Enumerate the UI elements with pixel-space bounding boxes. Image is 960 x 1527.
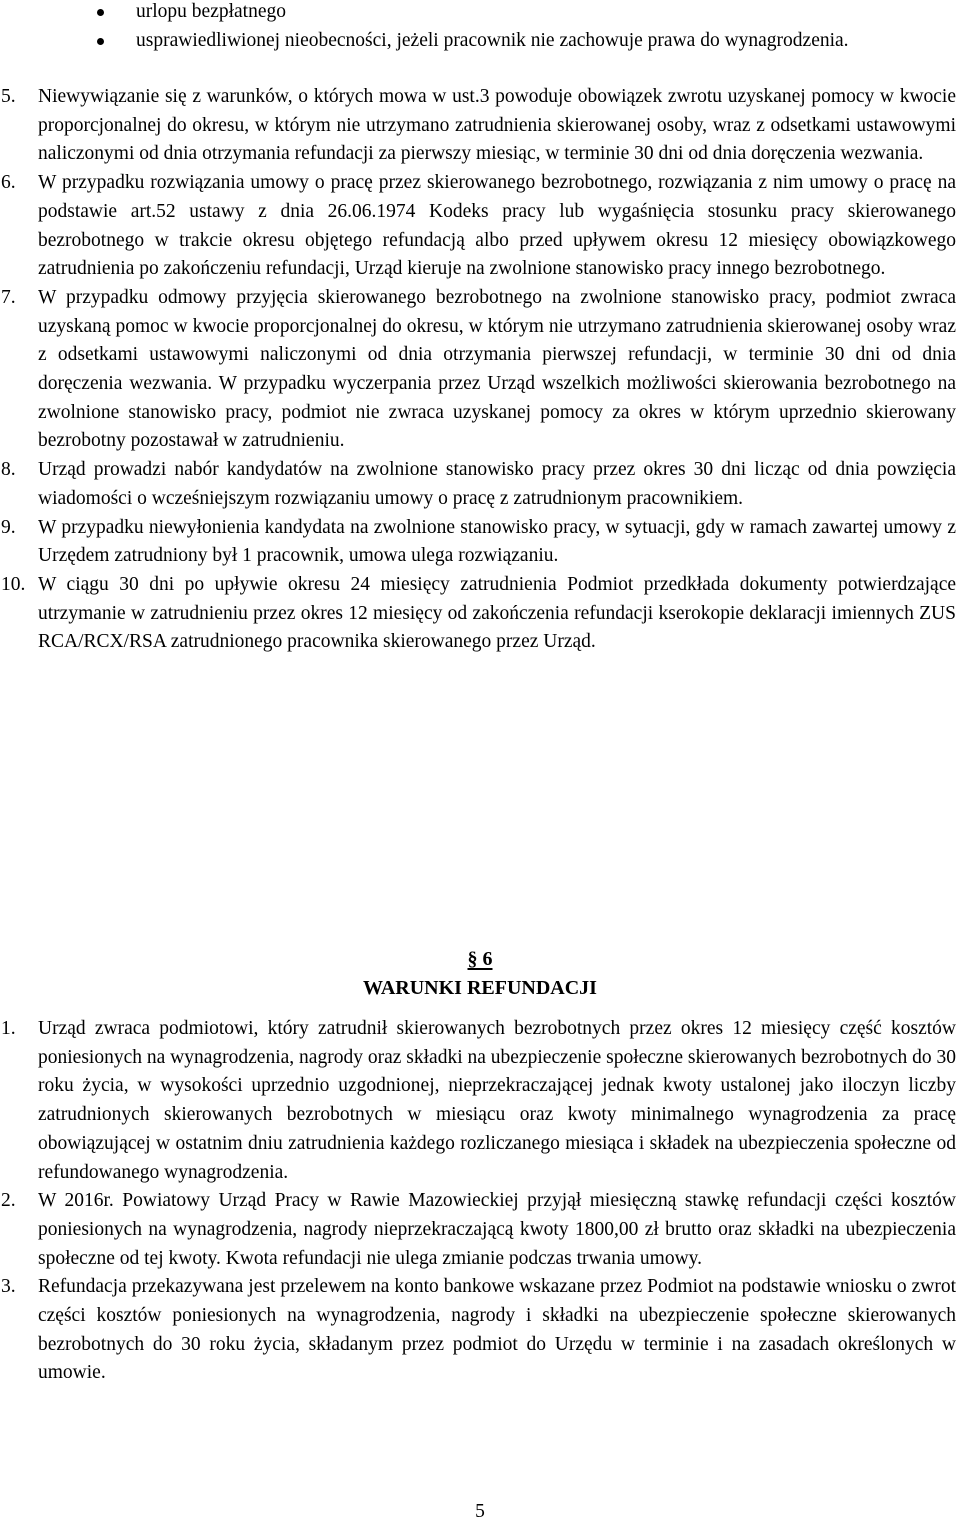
bullet-text: usprawiedliwionej nieobecności, jeżeli pracownik nie zachowuje prawa do wynagrodzenia.: [136, 29, 849, 51]
page-number: 5: [475, 1501, 485, 1522]
list-item: [0, 1273, 960, 1388]
section-symbol: § 6: [467, 948, 493, 970]
item-number: 1.: [1, 1018, 16, 1039]
item-text: Urząd zwraca podmiotowi, który zatrudnił skierowanych bezrobotnych przez okres 12 miesięcy część kosztów poniesionych na wynagrodzenia, nagrody oraz składki na ubezpieczenie społeczne skierowanych bezrobotnych do 30 roku życia, w wysokości uprzednio uzgodnionej, nieprzekraczającej jednak kwoty ustalonej jako iloczyn liczby zatrudnionych skierowanych bezrobotnych w miesiącu oraz kwoty minimalnego wynagrodzenia za pracę obowiązującej w ostatnim dniu zatrudnienia każdego rozliczanego miesiąca i składek na ubezpieczenia społeczne od refundowanego wynagrodzenia.: [38, 1018, 956, 1183]
list-item: [0, 1187, 960, 1273]
list-item: [0, 456, 960, 513]
list-item: [0, 284, 960, 456]
item-number: 8.: [1, 459, 16, 481]
list-item: [0, 83, 960, 169]
list-item: [0, 1015, 960, 1187]
section-title: WARUNKI REFUNDACJI: [363, 977, 597, 999]
bullet-icon: [97, 9, 104, 16]
bullet-list: [0, 0, 960, 55]
bullet-icon: [97, 38, 104, 45]
item-number: 9.: [1, 516, 16, 538]
item-number: 7.: [1, 286, 16, 308]
bullet-text: urlopu bezpłatnego: [136, 1, 286, 22]
item-text: W przypadku odmowy przyjęcia skierowanego bezrobotnego na zwolnione stanowisko pracy, podmiot zwraca uzyskaną pomoc w kwocie proporcjonalnej do okresu, w którym nie utrzymano zatrudnienia skierowanej osoby wraz z odsetkami ustawowymi naliczonymi od dnia otrzymania pierwszej refundacji, w terminie 30 dni od dnia doręczenia wezwania. W przypadku wyczerpania przez Urząd wszelkich możliwości skierowania bezrobotnego na zwolnione stanowisko pracy, podmiot nie zwraca uzyskanej pomocy za okres w którym uprzednio skierowany bezrobotny pozostawał w zatrudnieniu.: [38, 286, 956, 452]
numbered-list-conditions: [0, 83, 960, 657]
item-number: 3.: [1, 1276, 16, 1298]
item-text: Refundacja przekazywana jest przelewem na konto bankowe wskazane przez Podmiot na podstawie wniosku o zwrot części kosztów poniesionych na wynagrodzenia, nagrody i składki na ubezpieczenie społeczne skierowanych bezrobotnych do 30 roku życia, składanym przez podmiot do Urzędu w terminie i na zasadach określonych w umowie.: [38, 1276, 956, 1384]
numbered-list-refund-conditions: [0, 1015, 960, 1388]
item-number: 2.: [1, 1190, 16, 1212]
item-text: W ciągu 30 dni po upływie okresu 24 miesięcy zatrudnienia Podmiot przedkłada dokumenty potwierdzające utrzymanie w zatrudnieniu przez okres 12 miesięcy od zakończenia refundacji kserokopie deklaracji imiennych ZUS RCA/RCX/RSA zatrudnionego pracownika skierowanego przez Urząd.: [38, 573, 956, 653]
item-text: Urząd prowadzi nabór kandydatów na zwolnione stanowisko pracy przez okres 30 dni licząc od dnia powzięcia wiadomości o wcześniejszym rozwiązaniu umowy o pracę z zatrudnionym pracownikiem.: [38, 459, 956, 509]
item-number: 5.: [1, 86, 16, 107]
list-item: [0, 514, 960, 571]
item-number: 6.: [1, 172, 16, 194]
list-item: [0, 169, 960, 284]
item-number: 10.: [1, 573, 26, 595]
bullet-item: [0, 0, 960, 27]
item-text: W 2016r. Powiatowy Urząd Pracy w Rawie Mazowieckiej przyjął miesięczną stawkę refundacji części kosztów poniesionych na wynagrodzenia, nagrody nieprzekraczającą kwoty 1800,00 zł brutto oraz składki na ubezpieczenia społeczne od tej kwoty. Kwota refundacji nie ulega zmianie podczas trwania umowy.: [38, 1190, 956, 1269]
section-heading: [0, 945, 960, 1003]
item-text: W przypadku niewyłonienia kandydata na zwolnione stanowisko pracy, w sytuacji, gdy w ramach zawartej umowy z Urzędem zatrudniony był 1 pracownik, umowa ulega rozwiązaniu.: [38, 516, 956, 567]
list-item: [0, 571, 960, 657]
bullet-item: [0, 27, 960, 56]
item-text: W przypadku rozwiązania umowy o pracę przez skierowanego bezrobotnego, rozwiązania z nim umowy o pracę na podstawie art.52 ustawy z dnia 26.06.1974 Kodeks pracy lub wygaśnięcia stosunku pracy skierowanego bezrobotnego w trakcie okresu objętego refundacją albo przed upływem okresu 12 miesięcy obowiązkowego zatrudnienia po zakończeniu refundacji, Urząd kieruje na zwolnione stanowisko pracy innego bezrobotnego.: [38, 172, 956, 280]
item-text: Niewywiązanie się z warunków, o których mowa w ust.3 powoduje obowiązek zwrotu uzyskanej pomocy w kwocie proporcjonalnej do okresu, w którym nie utrzymano zatrudnienia skierowanej osoby, wraz z odsetkami ustawowymi naliczonymi od dnia otrzymania refundacji za pierwszy miesiąc, w terminie 30 dni od dnia doręczenia wezwania.: [38, 86, 956, 165]
